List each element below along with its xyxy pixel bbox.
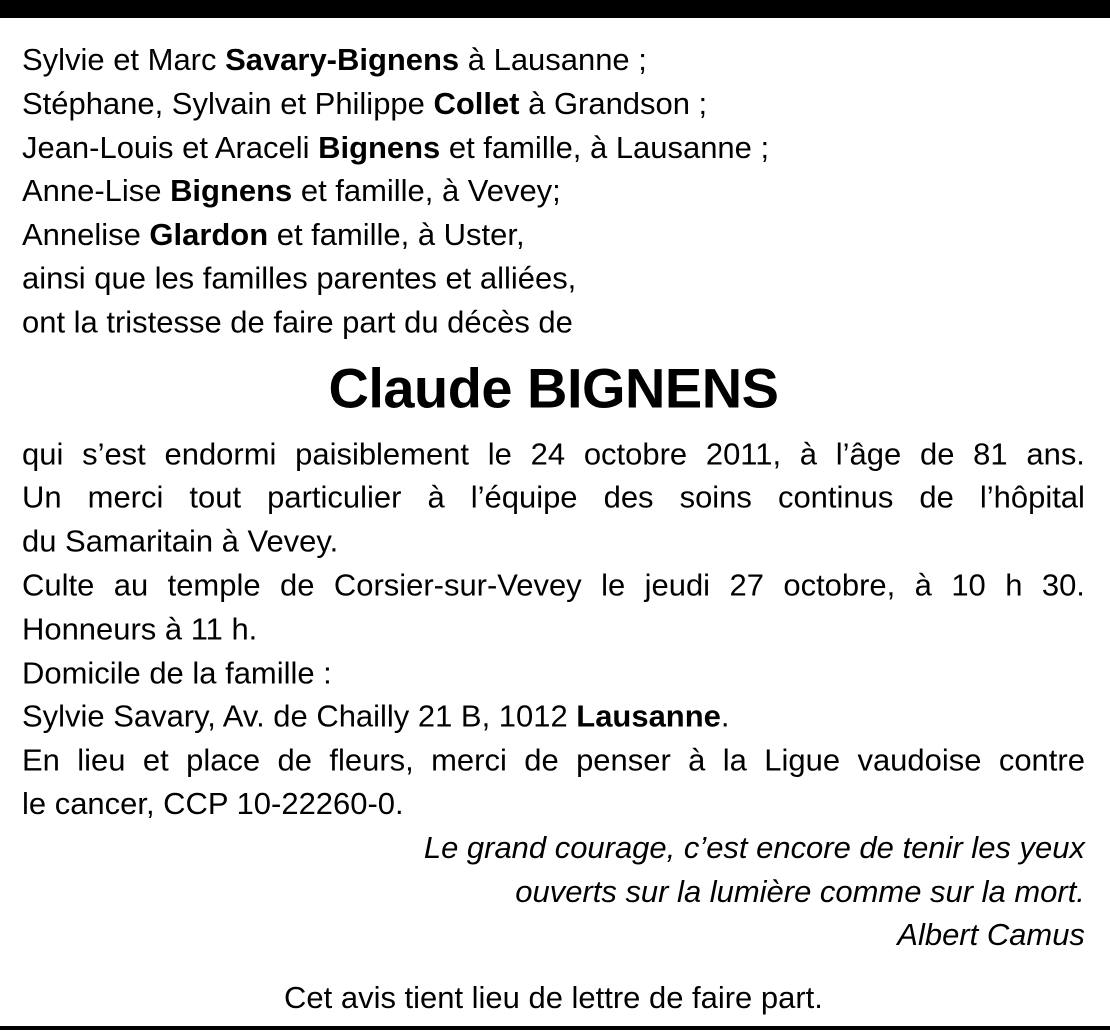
family-surname: Glardon (149, 217, 269, 252)
family-text: et famille, à Uster, (268, 217, 525, 252)
service-line: Honneurs à 11 h. (22, 611, 258, 647)
family-text: et famille, à Lausanne ; (440, 129, 770, 165)
quote-line: ouverts sur la lumière comme sur la mort. (515, 873, 1085, 909)
family-text: à Lausanne ; (459, 41, 647, 77)
deceased-name: Claude BIGNENS (328, 356, 779, 420)
family-text: et famille, à Vevey; (292, 173, 561, 209)
family-text: Stéphane, Sylvain et Philippe (22, 85, 434, 121)
domicile-label: Domicile de la famille : (22, 654, 332, 690)
service-line: Culte au temple de Corsier-sur-Vevey le jeudi 27 octobre, à 10 h 30. (22, 567, 1085, 603)
family-text: à Grandson ; (519, 85, 708, 121)
family-text: Annelise (22, 217, 150, 252)
flowers-line: le cancer, CCP 10-22260-0. (22, 786, 404, 822)
closing-note: Cet avis tient lieu de lettre de faire part. (284, 980, 823, 1016)
family-line (22, 82, 1085, 126)
family-line (22, 169, 1085, 213)
family-surname: Savary-Bignens (225, 41, 460, 77)
bottom-rule (0, 1026, 1110, 1030)
thanks-line: Un merci tout particulier à l’équipe des soins continus de l’hôpital (22, 479, 1085, 515)
death-notice (22, 38, 1085, 1020)
quote-author: Albert Camus (897, 917, 1085, 953)
address-text: . (720, 698, 730, 734)
top-rule (0, 0, 1110, 18)
family-text: Sylvie et Marc (22, 41, 226, 77)
family-line (22, 38, 1085, 82)
address-text: Sylvie Savary, Av. de Chailly 21 B, 1012 (22, 698, 577, 734)
quote-line: Le grand courage, c’est encore de tenir les yeux (423, 829, 1085, 865)
flowers-line: En lieu et place de fleurs, merci de penser à la Ligue vaudoise contre (22, 742, 1085, 778)
family-text: Jean-Louis et Araceli (22, 129, 319, 165)
death-date-line: qui s’est endormi paisiblement le 24 octobre 2011, à l’âge de 81 ans. (22, 436, 1085, 472)
family-surname: Bignens (318, 129, 441, 165)
family-line (22, 213, 1085, 257)
family-text: Anne-Lise (22, 173, 171, 209)
family-line (22, 126, 1085, 170)
announcement-line: ont la tristesse de faire part du décès de (22, 304, 573, 340)
family-surname: Bignens (170, 173, 293, 209)
family-address (22, 695, 1085, 739)
address-city: Lausanne (576, 698, 721, 734)
relatives-line: ainsi que les familles parentes et alliées, (22, 260, 577, 296)
family-surname: Collet (433, 85, 520, 121)
thanks-line: du Samaritain à Vevey. (22, 523, 339, 559)
